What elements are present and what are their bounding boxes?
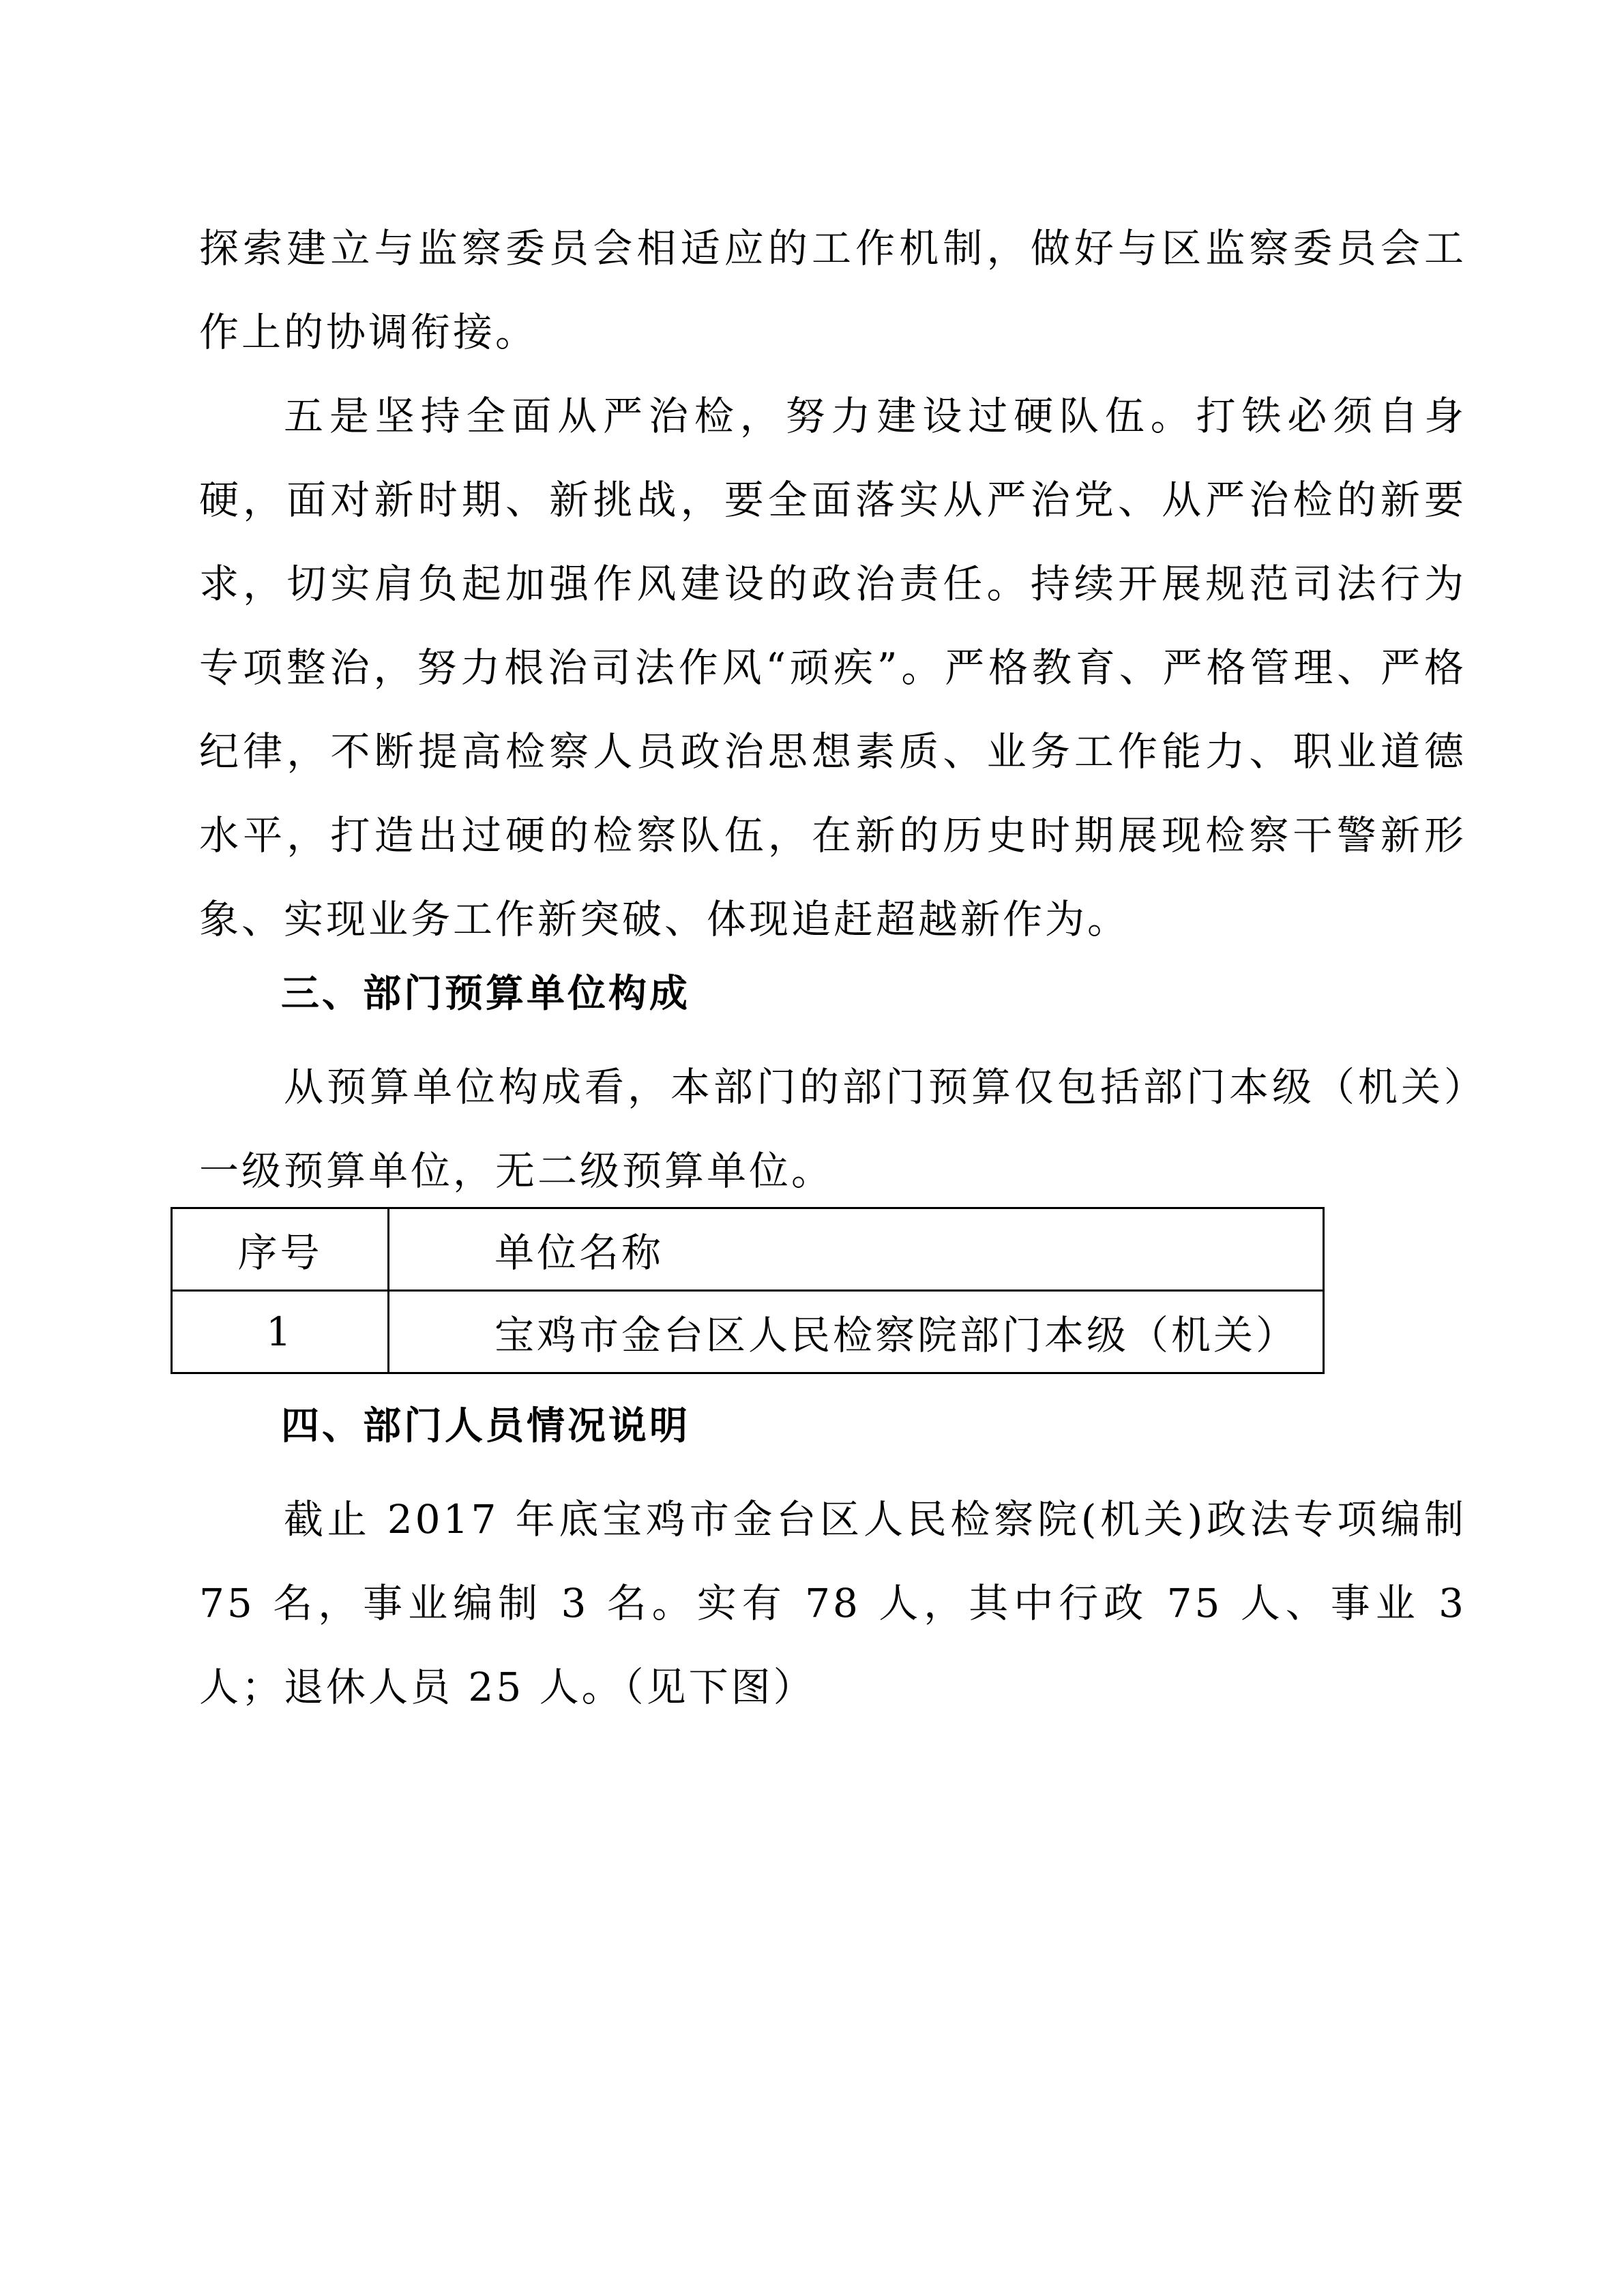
paragraph-continuation: 探索建立与监察委员会相适应的工作机制，做好与区监察委员会工作上的协调衔接。 — [199, 225, 1466, 355]
section-heading-budget-units: 三、部门预算单位构成 — [281, 972, 690, 1016]
table-header-row — [172, 1208, 1324, 1291]
budget-unit-table — [171, 1207, 1325, 1374]
cell-unit-name: 宝鸡市金台区人民检察院部门本级（机关） — [389, 1291, 1324, 1373]
paragraph-team-building: 五是坚持全面从严治检，努力建设过硬队伍。打铁必须自身硬，面对新时期、新挑战，要全面落实从严治党、从严治检的新要求，切实肩负起加强作风建设的政治责任。持续开展规范司法行为专项整治，努力根治司法作风“顽疾”。严格教育、严格管理、严格纪律，不断提高检察人员政治思想素质、业务工作能力、职业道德水平，打造出过硬的检察队伍，在新的历史时期展现检察干警新形象、实现业务工作新突破、体现追赶超越新作为。 — [199, 393, 1466, 942]
cell-serial: 1 — [172, 1291, 389, 1373]
paragraph-budget-units: 从预算单位构成看，本部门的部门预算仅包括部门本级（机关）一级预算单位，无二级预算单位。 — [199, 1064, 1466, 1194]
header-cell-unit-name: 单位名称 — [389, 1208, 1324, 1291]
table-row — [172, 1291, 1324, 1373]
section-heading-staff: 四、部门人员情况说明 — [281, 1404, 690, 1448]
header-cell-serial: 序号 — [172, 1208, 389, 1291]
paragraph-staff: 截止 2017 年底宝鸡市金台区人民检察院(机关)政法专项编制 75 名，事业编制 3 名。实有 78 人，其中行政 75 人、事业 3 人；退休人员 25 人。（见下图） — [199, 1496, 1466, 1710]
